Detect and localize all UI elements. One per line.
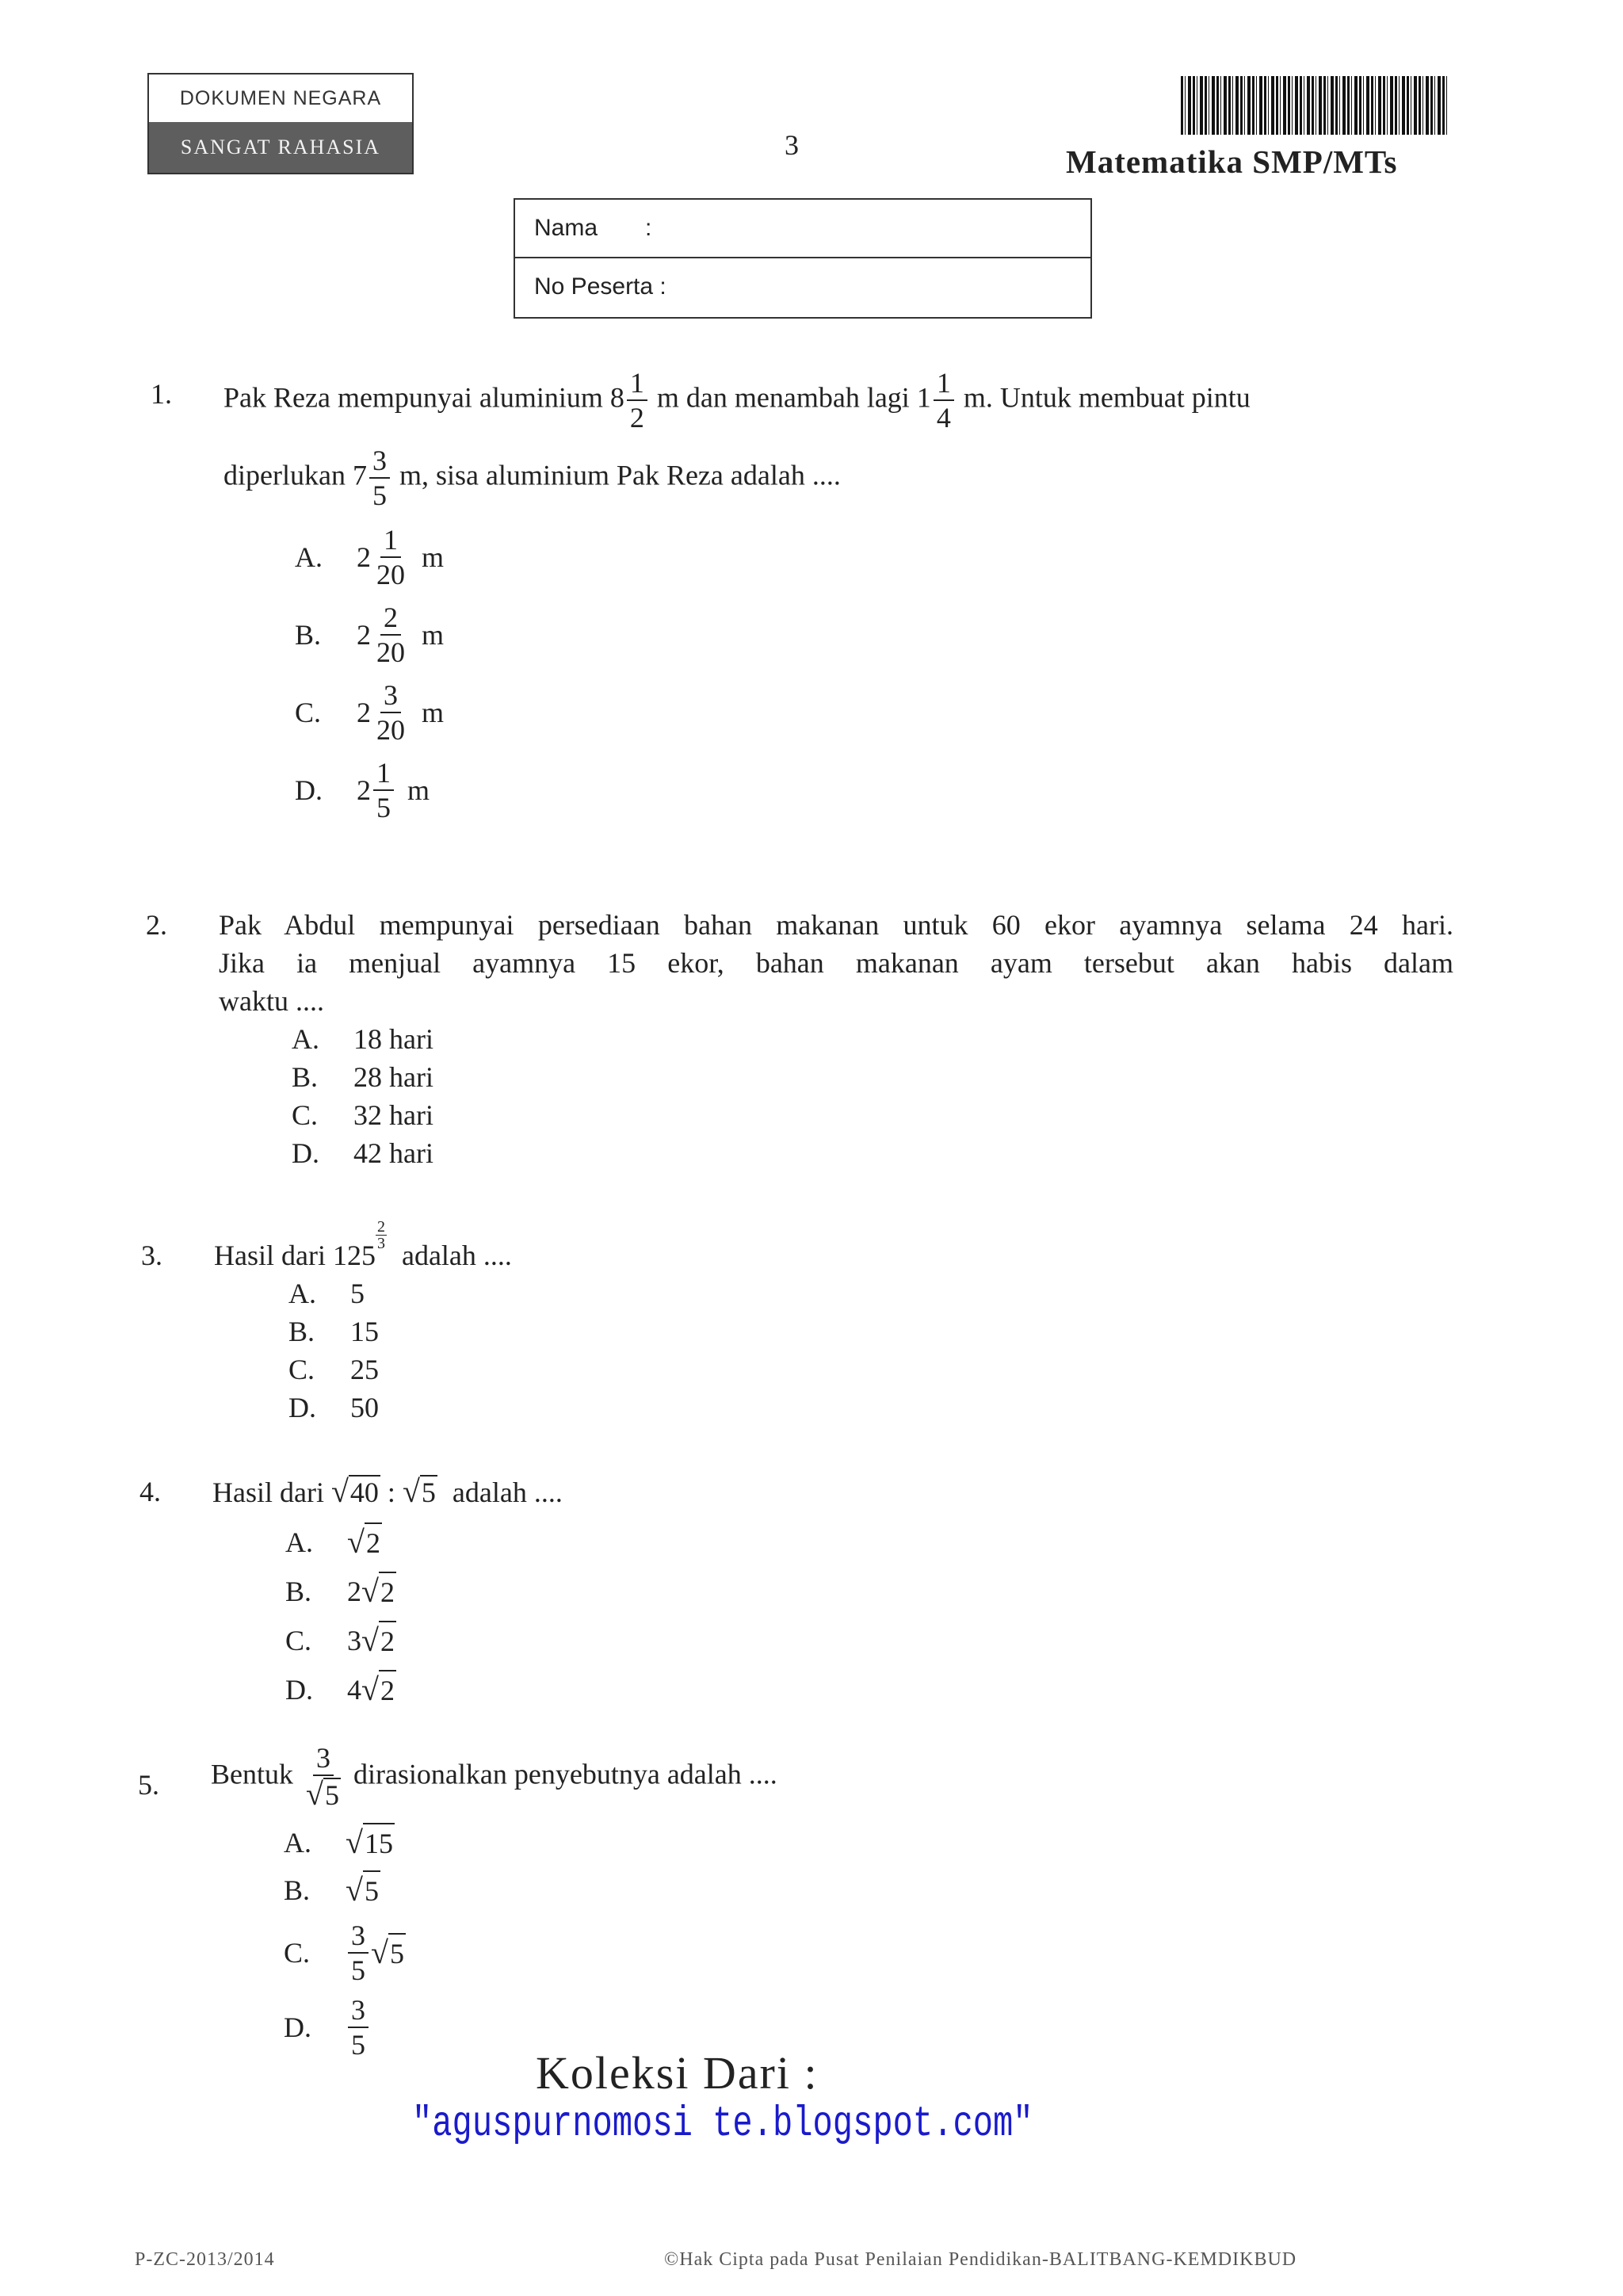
sqrt-icon: √ <box>402 1473 420 1509</box>
question-4 <box>139 1473 1447 1713</box>
options-list <box>285 1522 1447 1710</box>
option-d[interactable] <box>285 1670 1447 1710</box>
sqrt-icon: √ <box>346 1872 363 1908</box>
question-5 <box>138 1744 1445 2062</box>
denominator: 5 <box>351 1954 365 1986</box>
radicand: 15 <box>363 1823 395 1862</box>
sqrt-icon: √ <box>371 1935 388 1970</box>
sqrt-icon: √ <box>306 1776 323 1812</box>
option-label: A. <box>292 1023 319 1055</box>
coefficient: 2 <box>347 1576 361 1607</box>
option-label: D. <box>292 1137 319 1169</box>
option-b[interactable] <box>284 1870 1445 1910</box>
question-text: dirasionalkan penyebutnya adalah .... <box>353 1758 777 1790</box>
option-a[interactable] <box>295 525 1450 589</box>
page-number: 3 <box>785 129 799 161</box>
question-text: Hasil dari <box>212 1477 324 1508</box>
numerator: 1 <box>373 758 394 791</box>
whole-part: 2 <box>357 697 371 728</box>
option-a[interactable] <box>288 1274 1449 1312</box>
radicand: 2 <box>365 1522 382 1562</box>
option-a[interactable] <box>292 1020 1453 1058</box>
subject-title: Matematika SMP/MTs <box>1066 143 1398 180</box>
numerator: 1 <box>934 369 954 401</box>
coefficient: 4 <box>347 1674 361 1706</box>
fraction <box>373 525 408 589</box>
numerator: 3 <box>348 1921 369 1954</box>
option-b[interactable] <box>285 1572 1447 1611</box>
whole-part: 2 <box>357 619 371 651</box>
fraction <box>348 1921 369 1985</box>
option-text: 42 hari <box>353 1137 433 1169</box>
option-d[interactable] <box>284 1996 1445 2059</box>
radicand: 2 <box>379 1670 396 1710</box>
option-text: 28 hari <box>353 1061 433 1093</box>
coefficient: 3 <box>347 1625 361 1656</box>
sqrt-icon: √ <box>361 1622 379 1658</box>
fraction <box>369 446 390 510</box>
option-c[interactable] <box>284 1921 1445 1985</box>
option-label: C. <box>288 1354 315 1385</box>
option-d[interactable] <box>292 1134 1453 1172</box>
question-text: adalah .... <box>401 1240 512 1271</box>
name-row[interactable] <box>515 200 1090 257</box>
fraction <box>373 758 394 822</box>
option-label: D. <box>284 2011 311 2043</box>
option-label: A. <box>285 1526 313 1558</box>
document-code: P-ZC-2013/2014 <box>135 2249 275 2270</box>
radicand: 5 <box>363 1870 380 1910</box>
option-label: A. <box>284 1827 311 1859</box>
watermark-url: "aguspurnomosi te.blogspot.com" <box>412 2100 1033 2149</box>
radicand: 5 <box>388 1933 406 1973</box>
option-label: D. <box>295 774 323 806</box>
option-text: 18 hari <box>353 1023 433 1055</box>
question-text: waktu .... <box>219 985 324 1017</box>
unit: m <box>422 619 445 651</box>
question-text: m, sisa aluminium Pak Reza adalah .... <box>399 459 841 491</box>
document-classification-box <box>147 73 414 174</box>
options-list <box>284 1823 1445 2059</box>
denominator: 3 <box>376 1235 385 1252</box>
numerator: 2 <box>380 603 401 636</box>
fraction <box>348 1996 369 2059</box>
denominator: 20 <box>376 636 405 668</box>
sqrt-icon: √ <box>361 1573 379 1609</box>
option-b[interactable] <box>292 1058 1453 1096</box>
option-d[interactable] <box>295 758 1450 822</box>
numerator: 3 <box>380 681 401 713</box>
question-text: adalah .... <box>452 1477 563 1508</box>
option-label: C. <box>285 1625 312 1656</box>
fraction <box>627 369 647 432</box>
option-c[interactable] <box>292 1096 1453 1134</box>
unit: m <box>422 697 445 728</box>
name-label: Nama <box>534 215 598 241</box>
options-list <box>288 1274 1449 1427</box>
numerator: 1 <box>627 369 647 401</box>
option-text: 5 <box>350 1278 365 1309</box>
option-label: B. <box>288 1316 315 1347</box>
denominator: 5 <box>372 479 387 511</box>
question-number: 1. <box>151 378 172 410</box>
denominator: 20 <box>376 714 405 746</box>
watermark-title: Koleksi Dari : <box>536 2047 819 2099</box>
question-text: m. Untuk membuat pintu <box>963 381 1251 414</box>
option-text: 32 hari <box>353 1099 433 1131</box>
option-c[interactable] <box>295 681 1450 744</box>
option-a[interactable] <box>285 1522 1447 1562</box>
division-sign: : <box>387 1477 395 1508</box>
option-label: B. <box>285 1576 312 1607</box>
option-label: B. <box>292 1061 319 1093</box>
denominator: 20 <box>376 559 405 590</box>
option-a[interactable] <box>284 1823 1445 1862</box>
numerator: 1 <box>380 525 401 558</box>
question-1 <box>151 369 1450 825</box>
numerator: 2 <box>376 1218 385 1236</box>
numerator: 3 <box>313 1744 334 1776</box>
option-text: 50 <box>350 1392 379 1423</box>
question-text: m dan menambah lagi 1 <box>656 381 931 414</box>
sqrt-icon: √ <box>347 1524 365 1560</box>
sqrt-icon: √ <box>330 1473 349 1509</box>
question-number: 5. <box>138 1769 159 1801</box>
question-text: diperlukan 7 <box>223 459 367 491</box>
whole-part: 2 <box>357 774 371 806</box>
radicand: 5 <box>324 1779 339 1811</box>
question-2 <box>146 906 1453 1172</box>
option-label: C. <box>284 1937 311 1969</box>
numerator: 3 <box>348 1996 369 2028</box>
option-b[interactable] <box>288 1312 1449 1350</box>
options-list <box>295 525 1450 822</box>
document-label: DOKUMEN NEGARA <box>179 86 382 109</box>
name-colon: : <box>645 215 652 241</box>
option-label: B. <box>295 619 322 651</box>
unit: m <box>407 774 430 806</box>
option-label: A. <box>288 1278 316 1309</box>
fraction <box>373 603 408 667</box>
question-text: Jika ia menjual ayamnya 15 ekor, bahan makanan ayam tersebut akan habis dalam <box>219 947 1453 979</box>
denominator: 2 <box>629 402 644 434</box>
radicand: 2 <box>379 1572 396 1611</box>
denominator: 5 <box>376 792 391 823</box>
participant-row[interactable] <box>515 257 1090 315</box>
question-number: 4. <box>139 1476 161 1507</box>
option-c[interactable] <box>285 1621 1447 1660</box>
option-text: 25 <box>350 1354 379 1385</box>
question-number: 3. <box>141 1240 162 1271</box>
option-label: B. <box>284 1874 311 1906</box>
radicand: 2 <box>379 1621 396 1660</box>
question-text: Bentuk <box>211 1758 293 1790</box>
option-c[interactable] <box>288 1350 1449 1389</box>
identity-box <box>514 198 1092 319</box>
exponent-fraction <box>376 1219 387 1251</box>
sqrt-icon: √ <box>346 1824 363 1860</box>
fraction <box>373 681 408 744</box>
radicand: 40 <box>349 1477 379 1508</box>
copyright-notice: ©Hak Cipta pada Pusat Penilaian Pendidikan-BALITBANG-KEMDIKBUD <box>664 2249 1297 2270</box>
participant-label: No Peserta : <box>534 273 666 300</box>
unit: m <box>422 541 445 573</box>
option-b[interactable] <box>295 603 1450 667</box>
numerator: 3 <box>369 446 390 479</box>
option-d[interactable] <box>288 1389 1449 1427</box>
option-label: D. <box>285 1674 313 1706</box>
option-text: 15 <box>350 1316 379 1347</box>
question-3 <box>141 1218 1449 1427</box>
option-label: D. <box>288 1392 316 1423</box>
fraction <box>303 1744 344 1810</box>
option-label: C. <box>295 697 322 728</box>
secret-label: SANGAT RAHASIA <box>149 122 412 173</box>
whole-part: 2 <box>357 541 371 573</box>
question-number: 2. <box>146 909 167 941</box>
barcode-image <box>1181 76 1447 135</box>
question-text: Pak Reza mempunyai aluminium 8 <box>223 381 624 414</box>
option-label: A. <box>295 541 323 573</box>
denominator: 5 <box>351 2029 365 2061</box>
question-text: Hasil dari 125 <box>214 1240 376 1271</box>
denominator: 4 <box>936 402 951 434</box>
options-list <box>292 1020 1453 1172</box>
question-text: Pak Abdul mempunyai persediaan bahan makanan untuk 60 ekor ayamnya selama 24 hari. <box>219 909 1453 941</box>
option-label: C. <box>292 1099 319 1131</box>
fraction <box>934 369 954 432</box>
radicand: 5 <box>421 1477 436 1508</box>
sqrt-icon: √ <box>361 1671 379 1707</box>
